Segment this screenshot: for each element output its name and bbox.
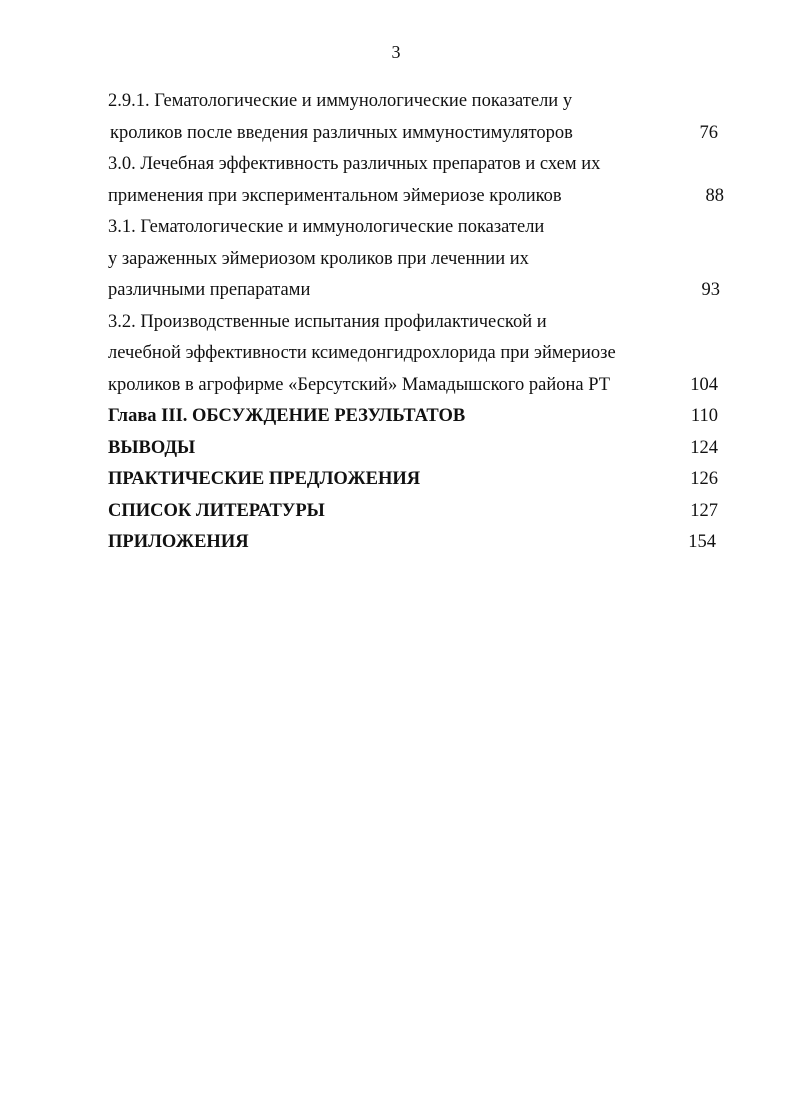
toc-line	[108, 338, 728, 370]
toc-entry-page: 93	[701, 280, 720, 300]
toc-entry-page: 127	[690, 500, 718, 521]
toc-entry-text: различными препаратами	[108, 280, 311, 300]
toc-line	[108, 181, 728, 213]
toc-line	[108, 118, 728, 150]
toc-entry-text: кроликов после введения различных иммуностимуляторов	[110, 122, 573, 143]
toc-entry-text: у зараженных эймериозом кроликов при леченнии их	[108, 248, 529, 269]
toc-line	[108, 149, 728, 181]
toc-entry-page: 154	[688, 532, 716, 552]
toc-line	[108, 496, 728, 528]
toc-line	[108, 212, 728, 244]
toc-line	[108, 370, 728, 402]
toc-entry-text: 3.1. Гематологические и иммунологические показатели	[108, 217, 545, 237]
toc-entry-text: применения при экспериментальном эймериозе кроликов	[108, 185, 562, 206]
toc-line	[108, 86, 728, 118]
toc-entry-page: 76	[699, 122, 718, 143]
page-number: 3	[391, 42, 401, 62]
toc-entry-text: СПИСОК ЛИТЕРАТУРЫ	[108, 500, 325, 521]
toc-line	[108, 433, 728, 465]
toc-entry-page: 104	[690, 374, 718, 395]
toc-entry-text: ПРАКТИЧЕСКИЕ ПРЕДЛОЖЕНИЯ	[108, 469, 421, 489]
toc-entry-text: ВЫВОДЫ	[108, 437, 196, 458]
toc-entry-page: 124	[690, 437, 718, 458]
toc-entry-text: лечебной эффективности ксимедонгидрохлорида при эймериозе	[108, 343, 616, 363]
toc-entry-text: Глава III. ОБСУЖДЕНИЕ РЕЗУЛЬТАТОВ	[108, 406, 466, 426]
toc-entry-text: 3.2. Производственные испытания профилактической и	[108, 311, 547, 332]
toc-entry-text: кроликов в агрофирме «Берсутский» Мамадышского района РТ	[108, 374, 611, 395]
toc-entry-page: 88	[705, 185, 724, 206]
toc-entry-page: 110	[690, 406, 718, 426]
toc-entry-text: ПРИЛОЖЕНИЯ	[108, 532, 249, 552]
toc-line	[108, 464, 728, 496]
toc-line	[108, 401, 728, 433]
toc-line	[108, 244, 728, 276]
toc-entry-text: 3.0. Лечебная эффективность различных препаратов и схем их	[108, 154, 601, 174]
toc-entry-text: 2.9.1. Гематологические и иммунологические показатели у	[108, 91, 573, 111]
toc-line	[108, 307, 728, 339]
toc-line	[108, 275, 728, 307]
table-of-contents	[108, 86, 728, 559]
toc-entry-page: 126	[690, 469, 718, 489]
toc-line	[108, 527, 728, 559]
